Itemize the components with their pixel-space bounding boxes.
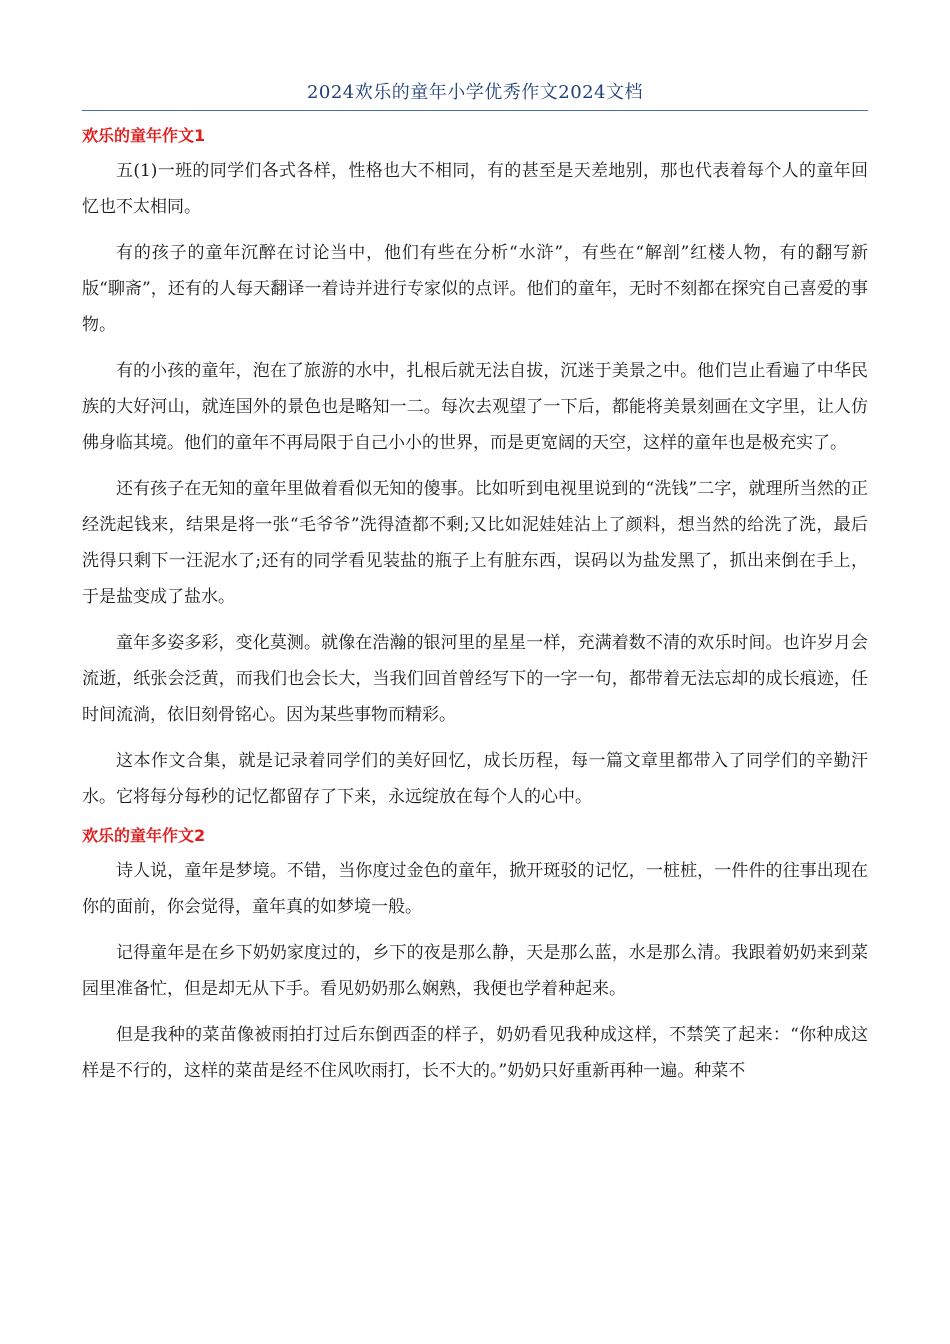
paragraph: 有的小孩的童年，泡在了旅游的水中，扎根后就无法自拔，沉迷于美景之中。他们岂止看遍了中华民族的大好河山，就连国外的景色也是略知一二。每次去观望了一下后，都能将美景刻画在文字里，让人仿佛身临其境。他们的童年不再局限于自己小小的世界，而是更宽阔的天空，这样的童年也是极充实了。 xyxy=(82,361,868,453)
paragraph: 这本作文合集，就是记录着同学们的美好回忆，成长历程，每一篇文章里都带入了同学们的辛勤汗水。它将每分每秒的记忆都留存了下来，永远绽放在每个人的心中。 xyxy=(82,751,868,807)
paragraph: 诗人说，童年是梦境。不错，当你度过金色的童年，掀开斑驳的记忆，一桩桩，一件件的往事出现在你的面前，你会觉得，童年真的如梦境一般。 xyxy=(82,861,868,917)
section-heading: 欢乐的童年作文1 xyxy=(82,126,206,145)
paragraph: 童年多姿多彩，变化莫测。就像在浩瀚的银河里的星星一样，充满着数不清的欢乐时间。也许岁月会流逝，纸张会泛黄，而我们也会长大，当我们回首曾经写下的一字一句，都带着无法忘却的成长痕迹，任时间流淌，依旧刻骨铭心。因为某些事物而精彩。 xyxy=(82,633,868,725)
paragraph: 五(1)一班的同学们各式各样，性格也大不相同，有的甚至是天差地别，那也代表着每个人的童年回忆也不太相同。 xyxy=(82,161,868,217)
essay-section-1 xyxy=(82,125,868,815)
paragraph: 但是我种的菜苗像被雨拍打过后东倒西歪的样子，奶奶看见我种成这样，不禁笑了起来：“你种成这样是不行的，这样的菜苗是经不住风吹雨打，长不大的。”奶奶只好重新再种一遍。种菜不 xyxy=(82,1025,868,1081)
document-page xyxy=(82,78,868,1099)
paragraph: 还有孩子在无知的童年里做着看似无知的傻事。比如听到电视里说到的“洗钱”二字，就理所当然的正经洗起钱来，结果是将一张“毛爷爷”洗得渣都不剩;又比如泥娃娃沾上了颜料，想当然的给洗了洗，最后洗得只剩下一汪泥水了;还有的同学看见装盐的瓶子上有脏东西，误码以为盐发黑了，抓出来倒在手上，于是盐变成了盐水。 xyxy=(82,479,868,607)
section-heading: 欢乐的童年作文2 xyxy=(82,826,206,845)
essay-section-2 xyxy=(82,825,868,1089)
paragraph: 有的孩子的童年沉醉在讨论当中，他们有些在分析“水浒”，有些在“解剖”红楼人物，有的翻写新版“聊斋”，还有的人每天翻译一着诗并进行专家似的点评。他们的童年，无时不刻都在探究自己喜爱的事物。 xyxy=(82,243,868,335)
paragraph: 记得童年是在乡下奶奶家度过的，乡下的夜是那么静，天是那么蓝，水是那么清。我跟着奶奶来到菜园里准备忙，但是却无从下手。看见奶奶那么娴熟，我便也学着种起来。 xyxy=(82,943,868,999)
document-header-title: 2024欢乐的童年小学优秀作文2024文档 xyxy=(82,78,868,111)
